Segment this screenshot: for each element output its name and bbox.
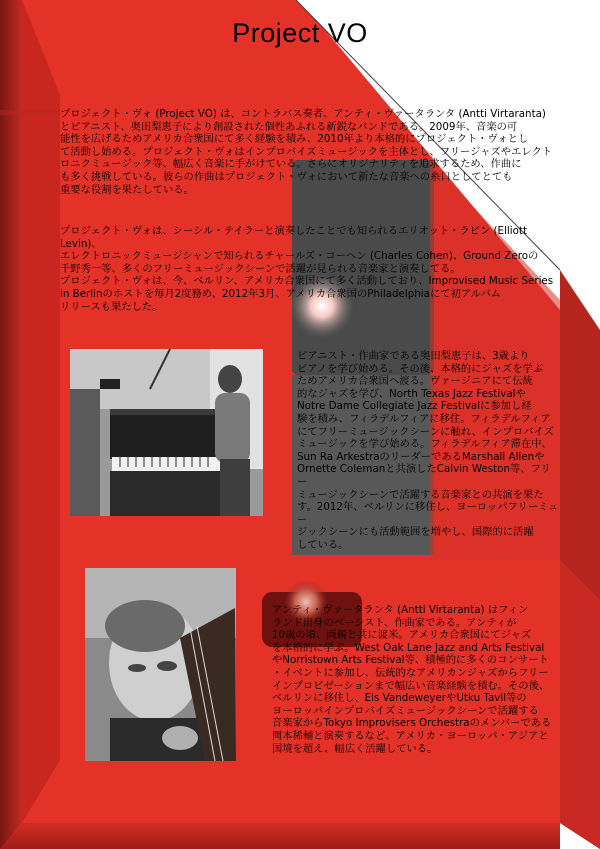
bio-antti-virtaranta: アンティ・ヴァータランタ (Antti Virtaranta) はフィン ランド出身のベーシスト、作曲家である。アンティが 10歳の頃、両親と共に渡米。アメリカ合衆国にてジャズ を本格的に学ぶ。West Oak Lane Jazz and Arts Festival やNorristown Arts Festival等、積極的に多くのコンサート ・イベントに参加し、伝統的なアメリカンジャズからフリー インプロビゼーションまで幅広い音楽経験を積む。その後、 ベルリンに移住し、Els VandeweyerやUtku Tavil等の ヨーロッパインプロバイズミュージックシーンで活躍する 音楽家からTokyo Improvisers Orchestraのメンバーである 岡本稀輔と演奏するなど、アメリカ・ヨーロッパ・アジアと 国境を超え、幅広く活躍している。 <box>272 604 552 755</box>
pianist-photo <box>70 349 263 516</box>
page-title: Project VO <box>232 18 368 48</box>
intro-paragraph-2: プロジェクト・ヴォは、シーシル・テイラーと演奏したことでも知られるエリオット・ラビン (Elliott Levin)、 エレクトロニックミュージシャンで知られるチャールズ・コーヘン (Charles Cohen)、Ground Zeroの 千野秀一等、多くのフリーミュージックシーンで活躍が見られる音楽家と演奏してる。 プロジェクト・ヴォは、今、ベルリン、アメリカ合衆国にて多く活動しており、Improvised Music Series in Berlinのホストを毎月2度務め、2012年3月、アメリカ合衆国のPhiladelphiaにて初アルバム リリースも果たした。 <box>60 225 554 313</box>
intro-paragraph-1: プロジェクト・ヴォ (Project VO) は、コントラバス奏者、アンティ・ヴァータランタ (Antti Virtaranta) とピアニスト、奥田梨恵子により創設された個性あふれる新鋭なバンドである。2009年、音楽の可 能性を広げるためアメリカ合衆国にて多く経験を積み、2010年より本格的にプロジェクト・ヴォとし て活動し始める。プロジェクト・ヴォはインプロバイズミュージックを主体とし、フリージャズやエレクト ロニクミュージック等、幅広く音楽に手がけている。さらにオリジナリティを追求するため、作曲に も多く挑戦している。彼らの作曲はプロジェクト・ヴォにおいて新たな音楽への糸口としてとても 重要な役割を果たしている。 <box>60 108 553 196</box>
bassist-photo <box>85 568 236 761</box>
bio-reiko-okuda: ピアニスト・作曲家である奥田梨恵子は、3歳より ピアノを学び始める。その後、本格的にジャズを学ぶ ためアメリカ合衆国へ渡る。ヴァージニアにて伝統 的なジャズを学び、North Texas Jazz Festivalや Notre Dame Collegiate Jazz Festivalに参加し経 験を積み、フィラデルフィアに移住。フィラデルフィア にてフリーミュージックシーンに触れ、インプロバイズ ミュージックを学び始める。フィラデルフィア滞在中、 Sun Ra ArkestraのリーダーであるMarshall Allenや Ornette Colemanと共演したCalvin Weston等、フリー ミュージックシーンで活躍する音楽家との共演を果た す。2012年、ベルリンに移住し、ヨーロッパフリーミュー ジックシーンにも活動範囲を増やし、国際的に活躍 している。 <box>297 350 559 551</box>
